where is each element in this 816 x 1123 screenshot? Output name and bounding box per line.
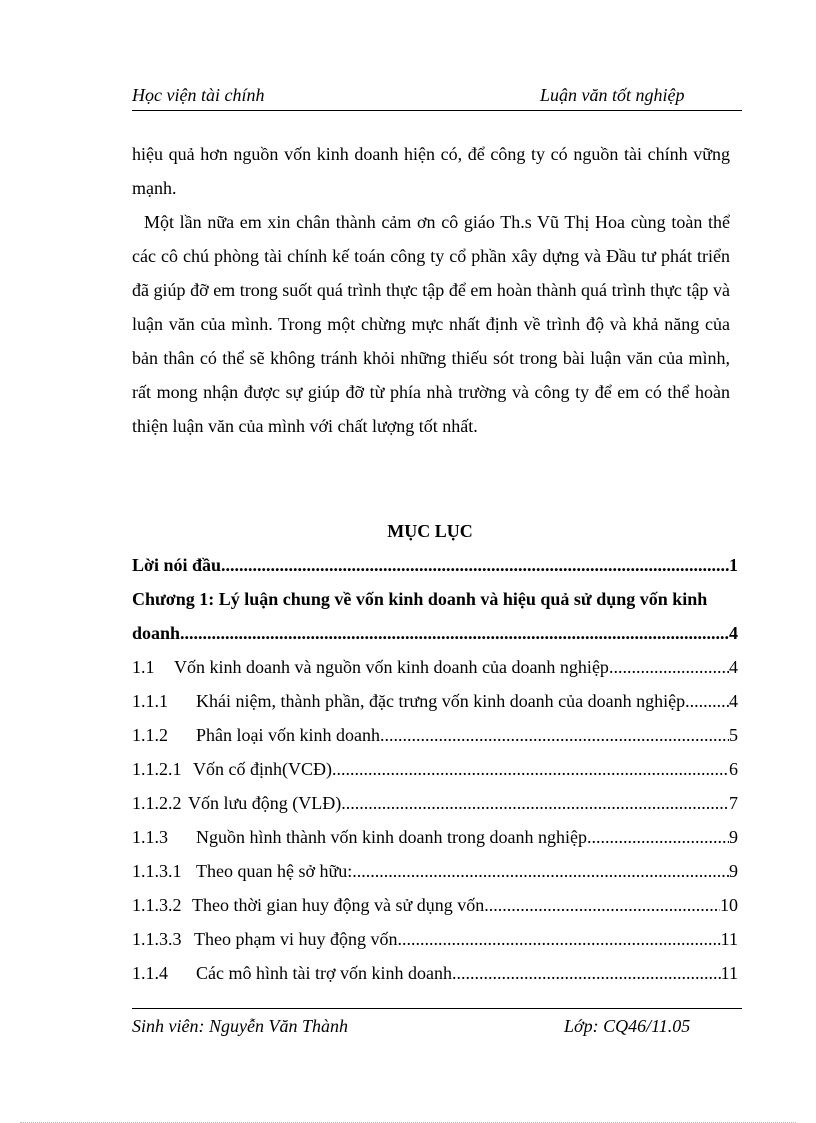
toc-entry-label: Vốn cố định(VCĐ): [193, 759, 332, 779]
toc-entry[interactable]: [132, 888, 738, 922]
toc-entry-label: Lời nói đầu: [132, 555, 222, 575]
paragraph-2: Một lần nữa em xin chân thành cảm ơn cô giáo Th.s Vũ Thị Hoa cùng toàn thể các cô chú phòng tài chính kế toán công ty cổ phần xây dựng và Đầu tư phát triển đã giúp đỡ em trong suốt quá trình thực tập để em hoàn thành quá trình thực tập và luận văn của mình. Trong một chừng mực nhất định về trình độ và khả năng của bản thân có thể sẽ không tránh khỏi những thiếu sót trong bài luận văn của mình, rất mong nhận được sự giúp đỡ từ phía nhà trường và công ty để em có thể hoàn thiện luận văn của mình với chất lượng tốt nhất.: [132, 212, 730, 436]
toc-entry-number: 1.1.2: [132, 725, 168, 745]
toc-entry-page: 1: [729, 555, 738, 575]
toc-entry-chapter-1-line-1[interactable]: Chương 1: Lý luận chung về vốn kinh doanh và hiệu quả sử dụng vốn kinh: [132, 589, 708, 609]
toc-entry-page: 9: [729, 827, 738, 847]
page-header: [132, 80, 742, 111]
toc-leader: [587, 820, 729, 854]
toc-entry-number: 1.1.3.2: [132, 895, 182, 915]
toc-entry-number: 1.1.4: [132, 963, 168, 983]
toc-leader: [341, 786, 729, 820]
toc-entry-number: 1.1.1: [132, 691, 168, 711]
header-institution: Học viện tài chính: [132, 85, 265, 105]
toc-entry[interactable]: [132, 956, 738, 990]
paragraph-1: hiệu quả hơn nguồn vốn kinh doanh hiện có, để công ty có nguồn tài chính vững mạnh.: [132, 144, 730, 198]
toc-entry-page: 11: [720, 963, 738, 983]
toc-entry-label: Nguồn hình thành vốn kinh doanh trong doanh nghiệp: [196, 827, 587, 847]
toc-entry[interactable]: [132, 820, 738, 854]
toc-leader: [452, 956, 721, 990]
toc-entry-label: Theo phạm vi huy động vốn: [194, 929, 398, 949]
toc-leader: [180, 616, 729, 650]
toc-leader: [332, 752, 729, 786]
toc-entry[interactable]: [132, 752, 738, 786]
toc-entry[interactable]: [132, 922, 738, 956]
toc-title: MỤC LỤC: [387, 521, 473, 541]
footer-class: Lớp: CQ46/11.05: [564, 1016, 691, 1036]
toc-entry-label: doanh: [132, 623, 181, 643]
toc-entry-number: 1.1.3: [132, 827, 168, 847]
toc-entry-number: 1.1: [132, 657, 155, 677]
toc-entry-number: 1.1.2.1: [132, 759, 182, 779]
toc-entry-label: Vốn kinh doanh và nguồn vốn kinh doanh của doanh nghiệp: [174, 657, 609, 677]
toc-entry[interactable]: [132, 786, 738, 820]
toc-leader: [685, 684, 729, 718]
header-doc-type: Luận văn tốt nghiệp: [540, 85, 685, 105]
toc-leader: [380, 718, 729, 752]
toc-leader: [484, 888, 720, 922]
page-footer: [132, 1008, 742, 1039]
toc-entry[interactable]: [132, 650, 738, 684]
toc-entry-label: Theo quan hệ sở hữu:: [196, 861, 353, 881]
body-text: [132, 137, 730, 443]
footer-student: Sinh viên: Nguyễn Văn Thành: [132, 1016, 348, 1036]
toc-entry-page: 5: [729, 725, 738, 745]
toc-entry-label: Các mô hình tài trợ vốn kinh doanh: [196, 963, 452, 983]
toc-entry-label: Theo thời gian huy động và sử dụng vốn: [192, 895, 485, 915]
toc-entry-page: 10: [720, 895, 738, 915]
toc-leader: [397, 922, 720, 956]
toc-entry-label: Phân loại vốn kinh doanh: [196, 725, 380, 745]
toc-entry-page: 4: [729, 691, 738, 711]
toc-entry-chapter-1[interactable]: [132, 616, 738, 650]
toc-entry-label: Khái niệm, thành phần, đặc trưng vốn kinh doanh của doanh nghiệp: [196, 691, 686, 711]
toc-leader: [352, 854, 729, 888]
toc-leader: [221, 548, 729, 582]
toc-entry[interactable]: [132, 718, 738, 752]
toc-entry-page: 7: [729, 793, 738, 813]
toc-entry-number: 1.1.3.1: [132, 861, 182, 881]
toc-entry-page: 9: [729, 861, 738, 881]
toc-entry-label: Vốn lưu động (VLĐ): [188, 793, 342, 813]
toc-entry-page: 4: [729, 623, 738, 643]
toc-entry[interactable]: [132, 854, 738, 888]
toc-entry[interactable]: [132, 684, 738, 718]
toc-entry-page: 6: [729, 759, 738, 779]
toc-entry-number: 1.1.2.2: [132, 793, 182, 813]
toc-entry-preface[interactable]: [132, 548, 738, 582]
toc-leader: [609, 650, 729, 684]
toc-entry-page: 4: [729, 657, 738, 677]
toc-entry-page: 11: [720, 929, 738, 949]
toc-entry-number: 1.1.3.3: [132, 929, 182, 949]
table-of-contents: [132, 548, 738, 990]
